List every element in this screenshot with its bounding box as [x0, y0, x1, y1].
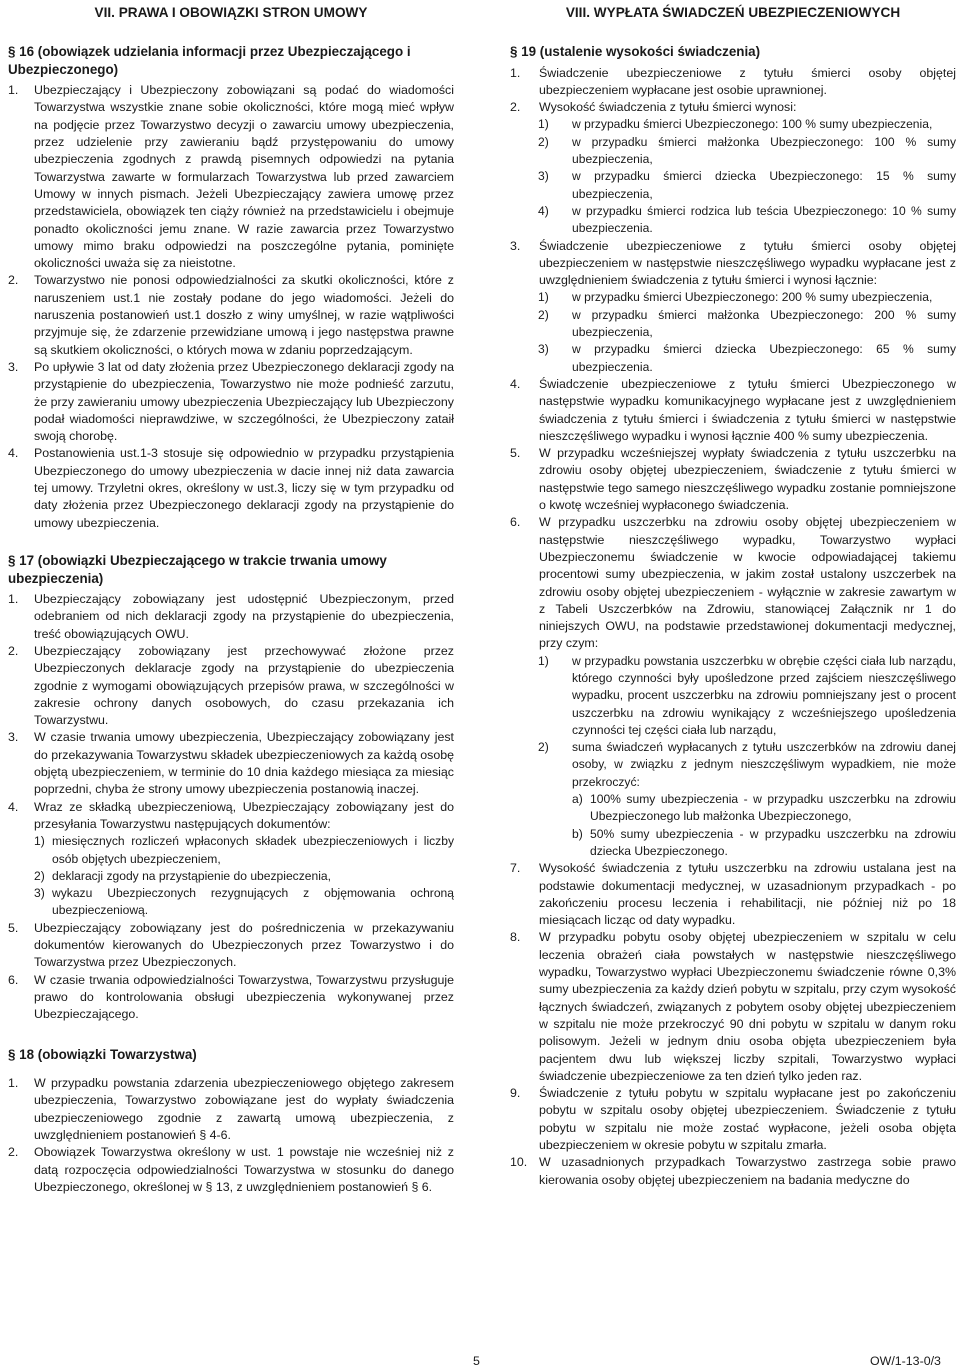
s16-item-1 — [8, 82, 454, 272]
item-text: Ubezpieczający zobowiązany jest do pośredniczenia w przekazywaniu dokumentów kierowanych do Ubezpieczonych przez Towarzystwo i do Towarzystwa przez Ubezpieczonych. — [34, 920, 454, 970]
item-number: 2. — [8, 643, 19, 658]
sub-number: 4) — [538, 203, 549, 218]
item-number: 8. — [510, 930, 521, 945]
sub-letter: a) — [572, 792, 583, 807]
item-text: Świadczenie ubezpieczeniowe z tytułu śmierci Ubezpieczonego w następstwie wypadku komunikacyjnego wypłacane jest z uwzględnieniem świadczenia z tytułu śmierci i świadczenia z tytułu śmierci w następstwie nieszczęśliwego wypadku i wynosi łącznie 400 % sumy ubezpieczenia. — [539, 376, 956, 443]
s17-item-4-sub-2 — [34, 868, 454, 885]
sub-text: w przypadku śmierci dziecka Ubezpieczonego: 65 % sumy ubezpieczenia. — [572, 342, 956, 374]
item-number: 2. — [8, 273, 19, 288]
s17-title-text: § 17 (obowiązki Ubezpieczającego w trakcie trwania umowy ubezpieczenia) — [8, 552, 387, 586]
sub-text: w przypadku śmierci Ubezpieczonego: 200 % sumy ubezpieczenia, — [572, 290, 933, 305]
item-number: 3. — [8, 359, 19, 374]
s18-title-text: § 18 (obowiązki Towarzystwa) — [8, 1046, 197, 1062]
sub-number: 1) — [538, 117, 549, 132]
s19-item-2-sub-3 — [538, 168, 956, 203]
s19-item-3-sublist — [538, 289, 956, 375]
left-section-heading: VII. PRAWA I OBOWIĄZKI STRON UMOWY — [94, 5, 368, 20]
sub-number: 3) — [538, 169, 549, 184]
item-text: W przypadku wcześniejszej wypłaty świadczenia z tytułu uszczerbku na zdrowiu osoby objętej ubezpieczeniem, świadczenie z tytułu śmierci w następstwie tego samego nieszczęśliwego wypadku zostanie pomniejszone o kwotę wcześniej wypłaconego świadczenia. — [539, 446, 956, 513]
s19-item-6-sub-2 — [538, 739, 956, 791]
s19-item-6 — [510, 514, 956, 652]
left-column — [8, 0, 454, 1196]
item-text: W przypadku powstania zdarzenia ubezpieczeniowego objętego zakresem ubezpieczenia, Towarzystwo zobowiązane jest do wypłaty świadczenia ubezpieczeniowego zgodnie z zawartą umową ubezpieczenia, z uwzględnieniem postanowień § 4-6. — [34, 1076, 454, 1142]
s17-item-6 — [8, 972, 454, 1024]
sub-number: 1) — [538, 653, 549, 668]
s19-item-4 — [510, 376, 956, 445]
s19-title-text: § 19 (ustalenie wysokości świadczenia) — [510, 44, 761, 59]
item-text: Ubezpieczający zobowiązany jest przechowywać złożone przez Ubezpieczonych deklaracje zgody na przystąpienie do ubezpieczenia zgodnie z wymogami obowiązujących przepisów prawa, w szczególności w zakresie ochrony danych osobowych, do czasu przekazania ich Towarzystwu. — [34, 643, 454, 728]
item-text: Po upływie 3 lat od daty złożenia przez Ubezpieczonego deklaracji zgody na przystąpienie do ubezpieczenia, Towarzystwo nie może podnieść zarzutu, że przy zawieraniu umowy ubezpieczenia Ubezpieczający lub Ubezpieczony podał wiadomości nieprawdziwe, w szczególności, że Ubezpieczony zataił swoją chorobę. — [34, 359, 454, 444]
item-text: W czasie trwania odpowiedzialności Towarzystwa, Towarzystwu przysługuje prawo do kontrolowania obsługi ubezpieczenia wykonywanej przez Ubezpieczającego. — [34, 972, 454, 1022]
item-text: W uzasadnionych przypadkach Towarzystwo zastrzega sobie prawo kierowania osoby objętej ubezpieczeniem na badania medyczne do — [539, 1155, 956, 1187]
s17-item-2 — [8, 643, 454, 729]
item-number: 3. — [8, 730, 19, 745]
s17-item-3 — [8, 729, 454, 798]
s19-item-8 — [510, 929, 956, 1085]
item-number: 9. — [510, 1086, 521, 1101]
s19-item-3 — [510, 238, 956, 290]
s19-title — [510, 43, 956, 61]
s17-item-4 — [8, 799, 454, 834]
s17-item-1 — [8, 591, 454, 643]
sub-number: 3) — [538, 342, 549, 357]
document-code: OW/1-13-0/3 — [870, 1354, 941, 1368]
sub-text: miesięcznych rozliczeń wpłaconych składek ubezpieczeniowych i liczby osób objętych ubezpieczeniem, — [52, 834, 454, 866]
sub-number: 1) — [538, 290, 549, 305]
item-text: W przypadku pobytu osoby objętej ubezpieczeniem w szpitalu w celu leczenia obrażeń ciała powstałych w następstwie nieszczęśliwego wypadku, Towarzystwo wypłaci Ubezpieczonemu świadczenie równe 0,3% sumy ubezpieczenia za każdy dzień pobytu w szpitalu, przy czym wysokość łącznych świadczeń, związanych z pobytem osoby objętej ubezpieczeniem w szpitalu nie może przekroczyć 90 dni pobytu w szpitalu w danym roku polisowym. Jeżeli w jednym dniu osoba objęta ubezpieczeniem była pacjentem dwu lub większej liczby szpitali, Towarzystwo wypłaci świadczenie ubezpieczeniowe za ten dzień tylko jeden raz. — [539, 930, 956, 1083]
item-number: 1. — [8, 83, 19, 98]
item-text: Świadczenie ubezpieczeniowe z tytułu śmierci osoby objętej ubezpieczeniem wypłacane jest osobie uprawnionej. — [539, 65, 956, 97]
item-number: 6. — [8, 972, 19, 987]
sub-number: 1) — [34, 834, 45, 849]
s19-item-6-sub-1 — [538, 653, 956, 739]
s19-item-9 — [510, 1085, 956, 1154]
s19-item-2-sublist — [538, 116, 956, 237]
s19-item-3-sub-3 — [538, 341, 956, 376]
sub-text: w przypadku śmierci dziecka Ubezpieczonego: 15 % sumy ubezpieczenia, — [572, 169, 956, 201]
s19-item-2-sub-1 — [538, 116, 956, 133]
item-number: 1. — [8, 1076, 19, 1091]
sub-text: w przypadku śmierci rodzica lub teścia Ubezpieczonego: 10 % sumy ubezpieczenia. — [572, 203, 956, 236]
s16-item-3 — [8, 359, 454, 445]
item-text: Świadczenie z tytułu pobytu w szpitalu wypłacane jest po zakończeniu pobytu w szpitalu osoby objętej ubezpieczeniem. Świadczenie z tytułu pobytu w szpitalu nie może zostać wypłacone, jeżeli osoba objęta ubezpieczeniem w okresie pobytu w szpitalu zmarła. — [539, 1086, 956, 1152]
item-text: Ubezpieczający i Ubezpieczony zobowiązani są podać do wiadomości Towarzystwa wszystkie znane sobie okoliczności, które mogą mieć wpływ na podjęcie przez Towarzystwo decyzji o zawarciu umowy ubezpieczenia, przez udzielenie przy zawieraniu bądź przystępowaniu do umowy ubezpieczenia zgodnych z prawdą pisemnych odpowiedzi na pytania Towarzystwa zawarte w formularzach Towarzystwa lub przed zawarciem Umowy w innych pismach. Jeżeli Ubezpieczający zawiera umowę przez przedstawiciela, obowiązek ten ciąży również na przedstawicielu i obejmuje ponadto okoliczności jemu znane. W razie zawarcia przez Towarzystwo umowy mimo braku odpowiedzi na poszczególne pytania, pominięte okoliczności uważa się za nieistotne. — [34, 83, 454, 271]
s17-item-4-sublist — [34, 833, 454, 919]
s19-item-2 — [510, 99, 956, 116]
s19-item-5 — [510, 445, 956, 514]
item-text: Wysokość świadczenia z tytułu uszczerbku na zdrowiu ustalana jest na podstawie dokumentacji medycznej, w uzasadnionym przypadkach - po zakończeniu procesu leczenia i rehabilitacji, nie później niż po 18 miesiącach licząc od daty wypadku. — [539, 861, 956, 928]
item-number: 4. — [510, 376, 521, 391]
s19-item-7 — [510, 860, 956, 929]
right-column — [510, 0, 956, 1189]
s18-item-2 — [8, 1144, 454, 1196]
item-text: Ubezpieczający zobowiązany jest udostępnić Ubezpieczonym, przed odebraniem od nich deklaracji zgody na przystąpienie do ubezpieczenia, treść obowiązujących OWU. — [34, 592, 454, 641]
s17-title — [8, 552, 454, 587]
s17-item-4-sub-1 — [34, 833, 454, 868]
s19-item-6-sub-2-a — [572, 791, 956, 826]
s19-item-3-sub-1 — [538, 289, 956, 306]
sub-number: 3) — [34, 886, 45, 901]
s19-item-2-sub-4 — [538, 203, 956, 238]
item-number: 3. — [510, 238, 521, 253]
sub-number: 2) — [34, 868, 45, 883]
sub-text: w przypadku śmierci Ubezpieczonego: 100 % sumy ubezpieczenia, — [572, 117, 933, 132]
s18-title — [8, 1046, 454, 1064]
sub-text: 50% sumy ubezpieczenia - w przypadku uszczerbku na zdrowiu dziecka Ubezpieczonego. — [590, 826, 956, 858]
sub-text: w przypadku śmierci małżonka Ubezpieczonego: 200 % sumy ubezpieczenia, — [572, 307, 956, 340]
sub-number: 2) — [538, 307, 549, 322]
item-text: W przypadku uszczerbku na zdrowiu osoby objętej ubezpieczeniem w następstwie nieszczęśliwego wypadku, Towarzystwo wypłaci Ubezpieczonemu świadczenie w kwocie odpowiadającej takiemu procentowi sumy ubezpieczenia, w jakim został ustalony uszczerbek na zdrowiu osoby objętej ubezpieczeniem - wyłącznie w zakresie zawartym w z Tabeli Uszczerbków na Zdrowiu, stanowiącej Załącznik nr 1 do niniejszych OWU, na podstawie przedstawionej dokumentacji medycznej, przy czym: — [539, 515, 956, 651]
s19-item-3-sub-2 — [538, 307, 956, 342]
sub-text: wykazu Ubezpieczonych rezygnujących z objęmowania ochroną ubezpieczeniową. — [52, 886, 454, 918]
s19-item-1 — [510, 65, 956, 100]
sub-text: w przypadku śmierci małżonka Ubezpieczonego: 100 % sumy ubezpieczenia, — [572, 134, 956, 167]
sub-number: 2) — [538, 740, 549, 755]
item-text: Obowiązek Towarzystwa określony w ust. 1 powstaje nie wcześniej niż z datą rozpoczęcia odpowiedzialności Towarzystwa w stosunku do danego Ubezpieczonego, określonej w § 13, z uwzględnieniem postanowień § 6. — [34, 1145, 454, 1194]
item-number: 5. — [510, 446, 521, 461]
item-text: Towarzystwo nie ponosi odpowiedzialności za skutki okoliczności, które z naruszeniem ust.1 nie zostały podane do jego wiadomości. Jeżeli do naruszenia postanowień ust.1 doszło z winy umyślnej, w razie wątpliwości przyjmuje się, że zdarzenie przewidziane umową i jego następstwa prawne są skutkiem okoliczności, o których mowa w zdaniu poprzedzającym. — [34, 273, 454, 357]
s19-item-6-sub-2-b — [572, 826, 956, 861]
item-text: W czasie trwania umowy ubezpieczenia, Ubezpieczający zobowiązany jest do przekazywania Towarzystwu składek ubezpieczeniowych za każdą osobę objętą ubezpieczeniem, w terminie do 10 dnia każdego miesiąca za miesiąc poprzedni, chyba że strony umowy ubezpieczenia postanowią inaczej. — [34, 730, 454, 797]
s19-item-2-sub-2 — [538, 134, 956, 169]
item-text: Wraz ze składką ubezpieczeniową, Ubezpieczający zobowiązany jest do przesyłania Towarzystwu następujących dokumentów: — [34, 799, 454, 831]
sub-text: deklaracji zgody na przystąpienie do ubezpieczenia, — [52, 868, 332, 883]
item-number: 6. — [510, 515, 521, 530]
s19-item-6-sublist — [538, 653, 956, 861]
s16-title-text: § 16 (obowiązek udzielania informacji przez Ubezpieczającego i Ubezpieczonego) — [8, 44, 411, 77]
item-number: 1. — [8, 592, 19, 607]
item-number: 4. — [8, 799, 19, 814]
item-number: 4. — [8, 446, 19, 461]
page-number: 5 — [473, 1354, 480, 1368]
s16-item-4 — [8, 445, 454, 531]
item-number: 2. — [8, 1145, 19, 1160]
item-number: 2. — [510, 100, 521, 115]
s18-item-1 — [8, 1075, 454, 1144]
item-number: 1. — [510, 65, 521, 80]
right-section-heading: VIII. WYPŁATA ŚWIADCZEŃ UBEZPIECZENIOWYCH — [565, 5, 901, 20]
s19-item-6-sub-2-sublist — [572, 791, 956, 860]
s17-item-5 — [8, 920, 454, 972]
sub-number: 2) — [538, 134, 549, 149]
item-text: Wysokość świadczenia z tytułu śmierci wynosi: — [539, 100, 797, 115]
s16-title — [8, 43, 454, 78]
sub-text: w przypadku powstania uszczerbku w obrębie części ciała lub narządu, którego czynności były upośledzone przed zajściem nieszczęśliwego wypadku, procent uszczerbku na zdrowiu pomniejszany jest o procent uszczerbku na zdrowiu wynikający z wcześniejszego upośledzenia czynności tej części ciała lub narządu, — [572, 653, 956, 737]
item-text: Postanowienia ust.1-3 stosuje się odpowiednio w przypadku przystąpienia Ubezpieczonego do umowy ubezpieczenia w dacie innej niż data zawarcia tej umowy. Trzyletni okres, określony w ust.3, liczy się w tym przypadku od daty złożenia przez Ubezpieczonego deklaracji zgody na przystąpienie do umowy ubezpieczenia. — [34, 446, 454, 530]
sub-text: 100% sumy ubezpieczenia - w przypadku uszczerbku na zdrowiu Ubezpieczonego lub małżonka Ubezpieczonego, — [590, 792, 956, 824]
s19-item-10 — [510, 1154, 956, 1189]
s16-item-2 — [8, 272, 454, 358]
sub-letter: b) — [572, 826, 583, 841]
s17-item-4-sub-3 — [34, 885, 454, 920]
item-text: Świadczenie ubezpieczeniowe z tytułu śmierci osoby objętej ubezpieczeniem w następstwie nieszczęśliwego wypadku wypłacane jest z uwzględnieniem świadczenia z tytułu śmierci i wynosi łącznie: — [539, 238, 956, 288]
sub-text: suma świadczeń wypłacanych z tytułu uszczerbków na zdrowiu danej osoby, w związku z jednym nieszczęśliwym wypadkiem, nie może przekroczyć: — [572, 740, 956, 789]
item-number: 7. — [510, 861, 521, 876]
item-number: 10. — [510, 1155, 528, 1170]
item-number: 5. — [8, 920, 19, 935]
